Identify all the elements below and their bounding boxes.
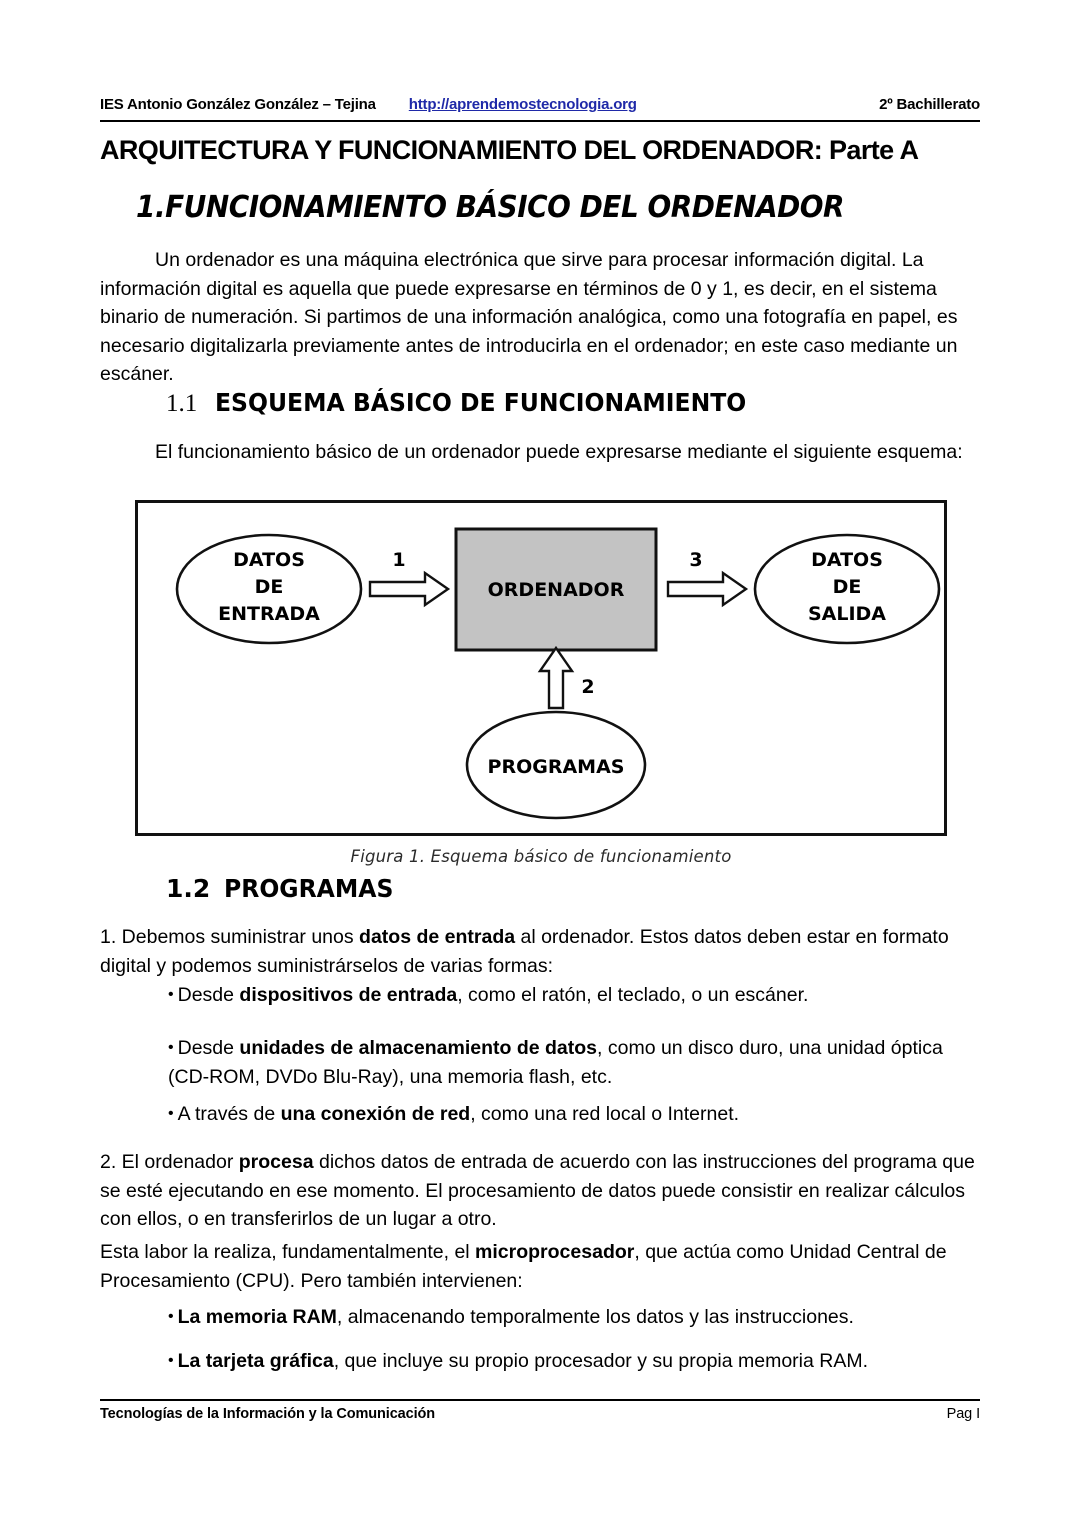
section-heading-1: 1.FUNCIONAMIENTO BÁSICO DEL ORDENADOR (136, 190, 845, 225)
list-item-4-bold: La memoria RAM (177, 1306, 337, 1328)
section-title-1-2: PROGRAMAS (224, 874, 394, 903)
arrow-2-label: 2 (581, 676, 595, 698)
paragraph-step-1-part-a: 1. Debemos suministrar unos (100, 926, 360, 948)
page-title: ARQUITECTURA Y FUNCIONAMIENTO DEL ORDENADOR: Parte A (100, 135, 919, 165)
list-item-5-bold: La tarjeta gráfica (177, 1350, 334, 1372)
list-item-1-part-c: , como el ratón, el teclado, o un escáner. (457, 984, 809, 1006)
arrow-2-shape (540, 648, 572, 708)
list-item-2-bold: unidades de almacenamiento de datos (239, 1037, 598, 1059)
header-school-name: IES Antonio González González – Tejina (100, 96, 376, 113)
header-course-level: 2º Bachillerato (879, 96, 980, 113)
node-datos-de-salida-line3: SALIDA (807, 603, 887, 625)
node-ordenador-label: ORDENADOR (487, 579, 625, 601)
paragraph-step-2-part-c: dichos datos de entrada de acuerdo con las instrucciones del programa que se esté ejecutando en ese momento. El procesamiento de datos puede consistir en realizar cálculos con ellos, o en transferirlos de un lugar a otro. (100, 1151, 975, 1230)
bullet-marker-icon: • (168, 1308, 174, 1325)
footer-subject-name: Tecnologías de la Información y la Comunicación (100, 1406, 436, 1422)
node-programas-label: PROGRAMAS (487, 756, 625, 778)
bullet-marker-icon: • (168, 1039, 174, 1056)
paragraph-step-2-part-a: 2. El ordenador (100, 1151, 239, 1173)
list-item-conexion-red (168, 1100, 980, 1129)
list-item-unidades-almacenamiento (168, 1034, 980, 1091)
node-datos-de-entrada-line3: ENTRADA (218, 603, 320, 625)
header-divider (100, 120, 980, 122)
list-item-1-bold: dispositivos de entrada (239, 984, 458, 1006)
footer-page-number: Pag I (946, 1406, 980, 1422)
list-item-tarjeta-grafica (168, 1347, 980, 1376)
bullet-marker-icon: • (168, 1352, 174, 1369)
paragraph-3-part-c: , que actúa como Unidad Central de Procesamiento (CPU). Pero también intervienen: (100, 1241, 947, 1292)
paragraph-step-1-part-c: al ordenador. Estos datos deben estar en formato digital y podemos suministrárselos de varias formas: (100, 926, 949, 977)
paragraph-3-part-a: Esta labor la realiza, fundamentalmente, el (100, 1241, 476, 1263)
header-website-link-wrap (376, 96, 879, 113)
paragraph-step-1-bold: datos de entrada (359, 926, 516, 948)
paragraph-intro: Un ordenador es una máquina electrónica que sirve para procesar información digital. La información digital es aquella que puede expresarse en términos de 0 y 1, es decir, en el sistema binario de numeración. Si partimos de una información analógica, como una fotografía en papel, es necesario digitalizarla previamente antes de introducirla en el ordenador; en este caso mediante un escáner. (100, 249, 958, 385)
list-item-4-part-c: , almacenando temporalmente los datos y las instrucciones. (336, 1306, 854, 1328)
node-datos-de-salida-line2: DE (832, 576, 862, 598)
paragraph-esquema-intro: El funcionamiento básico de un ordenador puede expresarse mediante el siguiente esquema: (155, 441, 963, 463)
arrow-3-label: 3 (689, 549, 703, 571)
arrow-3-shape (668, 573, 746, 605)
paragraph-step-1 (100, 923, 980, 980)
paragraph-microprocesador (100, 1238, 980, 1295)
list-item-3-bold: una conexión de red (280, 1103, 471, 1125)
list-item-dispositivos-entrada (168, 981, 980, 1010)
section-number-1-2: 1.2 (166, 874, 211, 903)
section-title-1-1: ESQUEMA BÁSICO DE FUNCIONAMIENTO (215, 388, 747, 417)
arrow-1-shape (370, 573, 448, 605)
section-number-1-1: 1.1 (166, 390, 198, 417)
list-item-5-part-c: , que incluye su propio procesador y su propia memoria RAM. (333, 1350, 869, 1372)
list-item-1-part-a: Desde (177, 984, 240, 1006)
list-item-2-part-c: , como un disco duro, una unidad óptica (CD-ROM, DVDo Blu-Ray), una memoria flash, etc. (168, 1037, 943, 1088)
header-website-link[interactable]: http://aprendemostecnologia.org (408, 96, 637, 113)
node-datos-de-salida-line1: DATOS (811, 549, 883, 571)
section-heading-1-1 (166, 388, 780, 418)
page-footer (100, 1406, 980, 1422)
figure-diagram-frame (135, 500, 947, 836)
list-item-memoria-ram (168, 1303, 980, 1332)
list-item-2-part-a: Desde (177, 1037, 240, 1059)
paragraph-step-2-bold: procesa (238, 1151, 314, 1173)
page-header (100, 96, 980, 113)
figure-caption: Figura 1. Esquema básico de funcionamiento (350, 847, 732, 866)
list-item-3-part-c: , como una red local o Internet. (470, 1103, 740, 1125)
node-datos-de-entrada-line1: DATOS (233, 549, 305, 571)
paragraph-step-2 (100, 1148, 980, 1234)
list-item-3-part-a: A través de (177, 1103, 281, 1125)
section-heading-1-2 (166, 874, 404, 903)
arrow-1-label: 1 (392, 549, 406, 571)
basic-operation-diagram (138, 503, 944, 833)
bullet-marker-icon: • (168, 986, 174, 1003)
bullet-marker-icon: • (168, 1105, 174, 1122)
node-datos-de-entrada-line2: DE (254, 576, 284, 598)
footer-divider (100, 1399, 980, 1401)
paragraph-3-bold: microprocesador (475, 1241, 635, 1263)
